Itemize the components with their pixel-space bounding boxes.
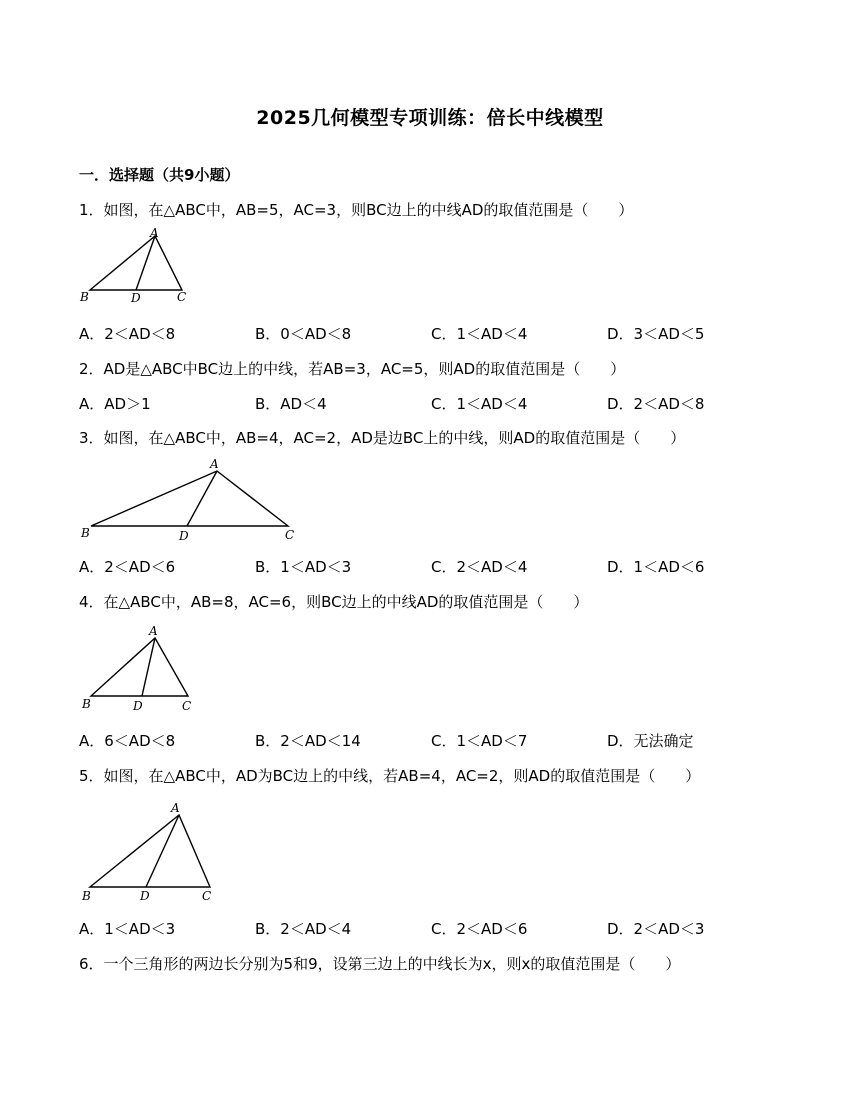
question-3-options — [79, 556, 799, 576]
option-a[interactable]: A．2＜AD＜6 — [79, 558, 176, 576]
option-b[interactable]: B．0＜AD＜8 — [255, 325, 352, 343]
label-c: C — [177, 290, 187, 304]
option-a[interactable]: A．1＜AD＜3 — [79, 920, 176, 938]
label-b: B — [81, 526, 90, 540]
option-a[interactable]: A．6＜AD＜8 — [79, 732, 176, 750]
option-b[interactable]: B．1＜AD＜3 — [255, 558, 352, 576]
section-heading: 一．选择题（共9小题） — [79, 166, 240, 184]
option-d[interactable]: D．2＜AD＜3 — [607, 920, 705, 938]
triangle-abc — [90, 236, 182, 290]
option-c[interactable]: C．1＜AD＜4 — [431, 325, 528, 343]
question-3-figure — [78, 456, 308, 544]
label-c: C — [182, 699, 192, 713]
option-d[interactable]: D．2＜AD＜8 — [607, 395, 705, 413]
median-ad — [142, 638, 155, 696]
question-4-stem: 4．在△ABC中，AB=8，AC=6，则BC边上的中线AD的取值范围是（ ） — [79, 593, 589, 611]
option-c[interactable]: C．1＜AD＜4 — [431, 395, 528, 413]
median-ad — [146, 815, 179, 887]
question-1-options — [79, 323, 799, 343]
label-d: D — [179, 529, 189, 543]
option-c[interactable]: C．1＜AD＜7 — [431, 732, 528, 750]
label-a: A — [171, 801, 180, 815]
option-c[interactable]: C．2＜AD＜4 — [431, 558, 528, 576]
option-b[interactable]: B．AD＜4 — [255, 395, 327, 413]
label-d: D — [131, 291, 141, 305]
label-a: A — [149, 624, 158, 638]
option-a[interactable]: A．2＜AD＜8 — [79, 325, 176, 343]
option-d[interactable]: D．1＜AD＜6 — [607, 558, 705, 576]
label-a: A — [210, 457, 219, 471]
option-d[interactable]: D．3＜AD＜5 — [607, 325, 705, 343]
triangle-abc — [91, 471, 288, 526]
option-c[interactable]: C．2＜AD＜6 — [431, 920, 528, 938]
median-ad — [187, 471, 217, 526]
question-2-options — [79, 393, 799, 413]
question-5-stem: 5．如图，在△ABC中，AD为BC边上的中线，若AB=4，AC=2，则AD的取值范围是（ ） — [79, 767, 701, 785]
question-2-stem: 2．AD是△ABC中BC边上的中线，若AB=3，AC=5，则AD的取值范围是（ ） — [79, 360, 626, 378]
label-c: C — [285, 528, 295, 542]
label-c: C — [202, 889, 212, 903]
option-d[interactable]: D．无法确定 — [607, 732, 694, 750]
question-1-stem: 1．如图，在△ABC中，AB=5，AC=3，则BC边上的中线AD的取值范围是（ ） — [79, 201, 634, 219]
option-b[interactable]: B．2＜AD＜14 — [255, 732, 361, 750]
triangle-abc — [90, 815, 210, 887]
label-d: D — [133, 699, 143, 713]
document-title: 2025几何模型专项训练：倍长中线模型 — [256, 107, 604, 129]
question-6-stem: 6．一个三角形的两边长分别为5和9，设第三边上的中线长为x，则x的取值范围是（ ） — [79, 955, 681, 973]
label-a: A — [150, 226, 159, 240]
triangle-abc — [91, 638, 188, 696]
label-b: B — [82, 697, 91, 711]
label-b: B — [80, 290, 89, 304]
question-5-options — [79, 918, 799, 938]
label-d: D — [140, 889, 150, 903]
question-4-figure — [78, 622, 208, 714]
question-3-stem: 3．如图，在△ABC中，AB=4，AC=2，AD是边BC上的中线，则AD的取值范围是（ ） — [79, 429, 686, 447]
option-b[interactable]: B．2＜AD＜4 — [255, 920, 352, 938]
label-b: B — [82, 889, 91, 903]
option-a[interactable]: A．AD＞1 — [79, 395, 151, 413]
question-5-figure — [78, 795, 228, 907]
question-1-figure — [78, 228, 198, 308]
question-4-options — [79, 730, 799, 750]
